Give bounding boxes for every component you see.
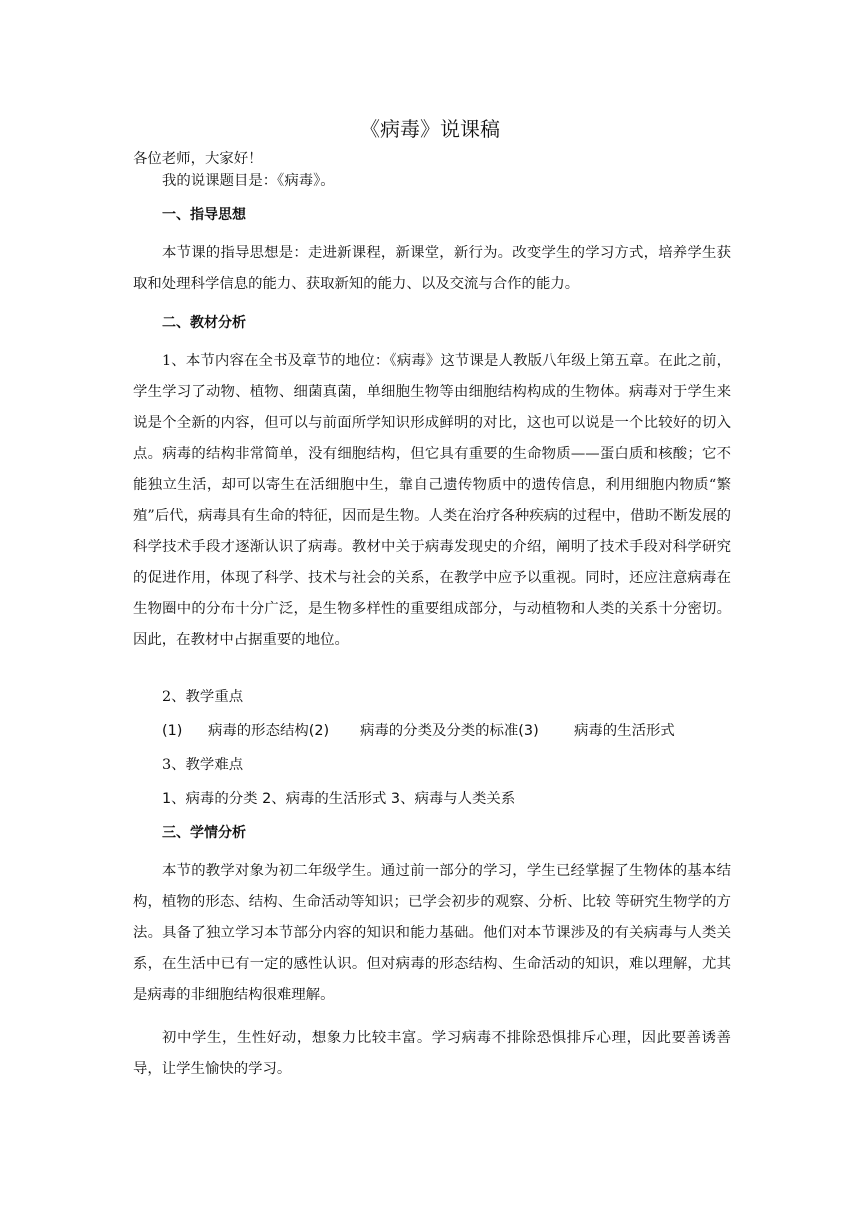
section-heading-textbook-analysis: 二、教材分析 — [162, 315, 246, 331]
key-point-item: 病毒的生活形式 — [574, 723, 675, 739]
section-heading-guiding-ideology: 一、指导思想 — [162, 207, 246, 223]
greeting-line: 各位老师，大家好！ — [133, 151, 263, 167]
key-point-item: 病毒的分类及分类的标准(3) — [360, 723, 539, 739]
learner-analysis-paragraph: 本节的教学对象为初二年级学生。通过前一部分的学习，学生已经掌握了生物体的基本结构，植物的形态、结构、生命活动等知识；已学会初步的观察、分析、比较 等研究生物学的方法。具备了独立学习本节部分内容的知识和能力基础。他们对本节课涉及的有关病毒与人类关系，在生活中已有一定的感性认识。但对病毒的形态结构、生命活动的知识，难以理解，尤其是病毒的非细胞结构很难理解。 — [133, 863, 731, 1003]
key-points-line — [133, 720, 731, 742]
textbook-analysis-paragraph: 1、本节内容在全书及章节的地位：《病毒》这节课是人教版八年级上第五章。在此之前，学生学习了动物、植物、细菌真菌，单细胞生物等由细胞结构构成的生物体。病毒对于学生来说是个全新的内容，但可以与前面所学知识形成鲜明的对比，这也可以说是一个比较好的切入点。病毒的结构非常简单，没有细胞结构，但它具有重要的生命物质——蛋白质和核酸；它不能独立生活，却可以寄生在活细胞中生，靠自己遗传物质中的遗传信息，利用细胞内物质“繁殖”后代，病毒具有生命的特征，因而是生物。人类在治疗各种疾病的过程中，借助不断发展的科学技术手段才逐渐认识了病毒。教材中关于病毒发现史的介绍，阐明了技术手段对科学研究的促进作用，体现了科学、技术与社会的关系，在教学中应予以重视。同时，还应注意病毒在生物圈中的分布十分广泛，是生物多样性的重要组成部分，与动植物和人类的关系十分密切。因此，在教材中占据重要的地位。 — [133, 353, 731, 648]
section-heading-learner-analysis: 三、学情分析 — [162, 825, 246, 841]
document-title: 《病毒》说课稿 — [360, 117, 500, 141]
key-point-item: 病毒的形态结构(2) — [208, 723, 330, 739]
difficulties-line: 1、病毒的分类 2、病毒的生活形式 3、病毒与人类关系 — [162, 791, 516, 807]
guiding-ideology-paragraph: 本节课的指导思想是：走进新课程，新课堂，新行为。改变学生的学习方式，培养学生获取和处理科学信息的能力、获取新知的能力、以及交流与合作的能力。 — [133, 245, 731, 292]
document-body — [133, 148, 731, 1085]
difficulties-heading: 3、教学难点 — [162, 757, 244, 773]
learner-traits-paragraph: 初中学生，生性好动，想象力比较丰富。学习病毒不排除恐惧排斥心理，因此要善诱善导，让学生愉快的学习。 — [133, 1030, 731, 1077]
key-points-heading: 2、教学重点 — [162, 689, 244, 705]
key-point-marker: (1) — [162, 723, 183, 739]
intro-line: 我的说课题目是：《病毒》。 — [162, 173, 335, 189]
